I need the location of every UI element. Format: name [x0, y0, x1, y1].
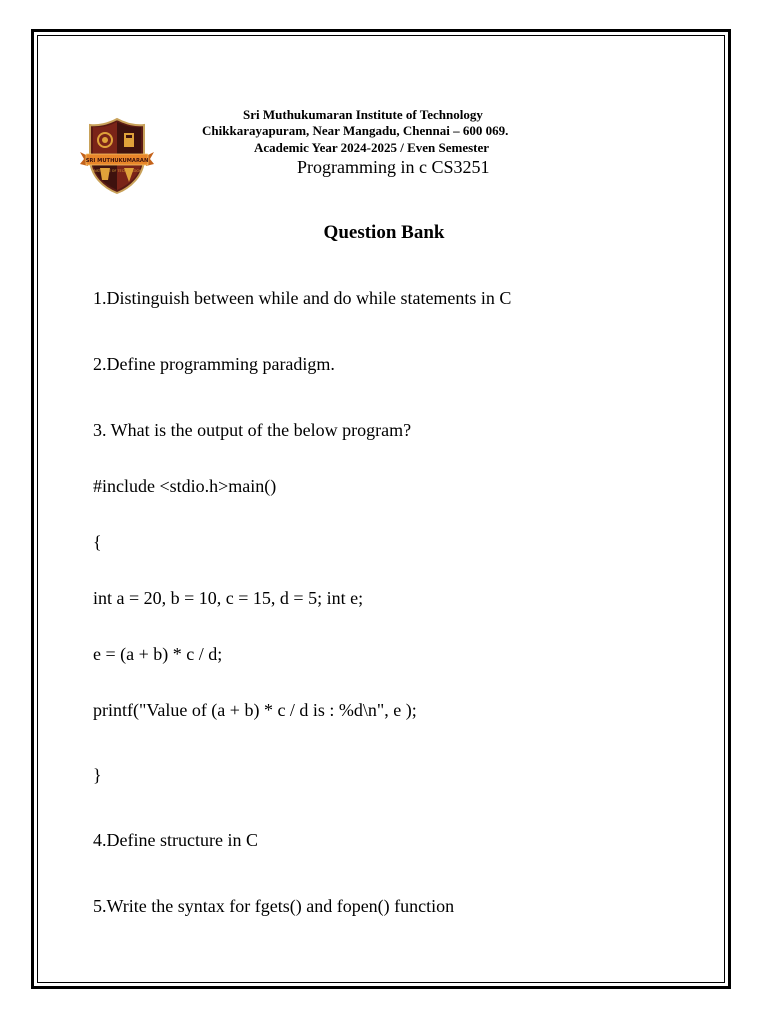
code-line-declarations: int a = 20, b = 10, c = 15, d = 5; int e; — [93, 588, 364, 608]
institute-address: Chikkarayapuram, Near Mangadu, Chennai – 600 069. — [202, 123, 509, 138]
question-2: 2.Define programming paradigm. — [93, 354, 335, 374]
question-5: 5.Write the syntax for fgets() and fopen() function — [93, 896, 455, 916]
question-4: 4.Define structure in C — [93, 830, 258, 850]
course-title: Programming in c CS3251 — [297, 157, 490, 177]
academic-year: Academic Year 2024-2025 / Even Semester — [254, 140, 490, 155]
question-1: 1.Distinguish between while and do while statements in C — [93, 288, 512, 308]
question-3: 3. What is the output of the below program? — [93, 420, 412, 440]
code-line-close-brace: } — [93, 765, 102, 785]
logo-subtext: INSTITUTE OF TECHNOLOGY — [93, 169, 141, 173]
code-line-open-brace: { — [93, 532, 102, 552]
document-title: Question Bank — [323, 222, 445, 243]
institute-logo — [78, 116, 156, 196]
institute-name: Sri Muthukumaran Institute of Technology — [243, 107, 483, 122]
code-line-printf: printf("Value of (a + b) * c / d is : %d\n", e ); — [93, 700, 417, 720]
code-line-include: #include <stdio.h>main() — [93, 476, 277, 496]
logo-banner-text: SRI MUTHUKUMARAN — [85, 157, 149, 164]
code-line-expression: e = (a + b) * c / d; — [93, 644, 223, 664]
